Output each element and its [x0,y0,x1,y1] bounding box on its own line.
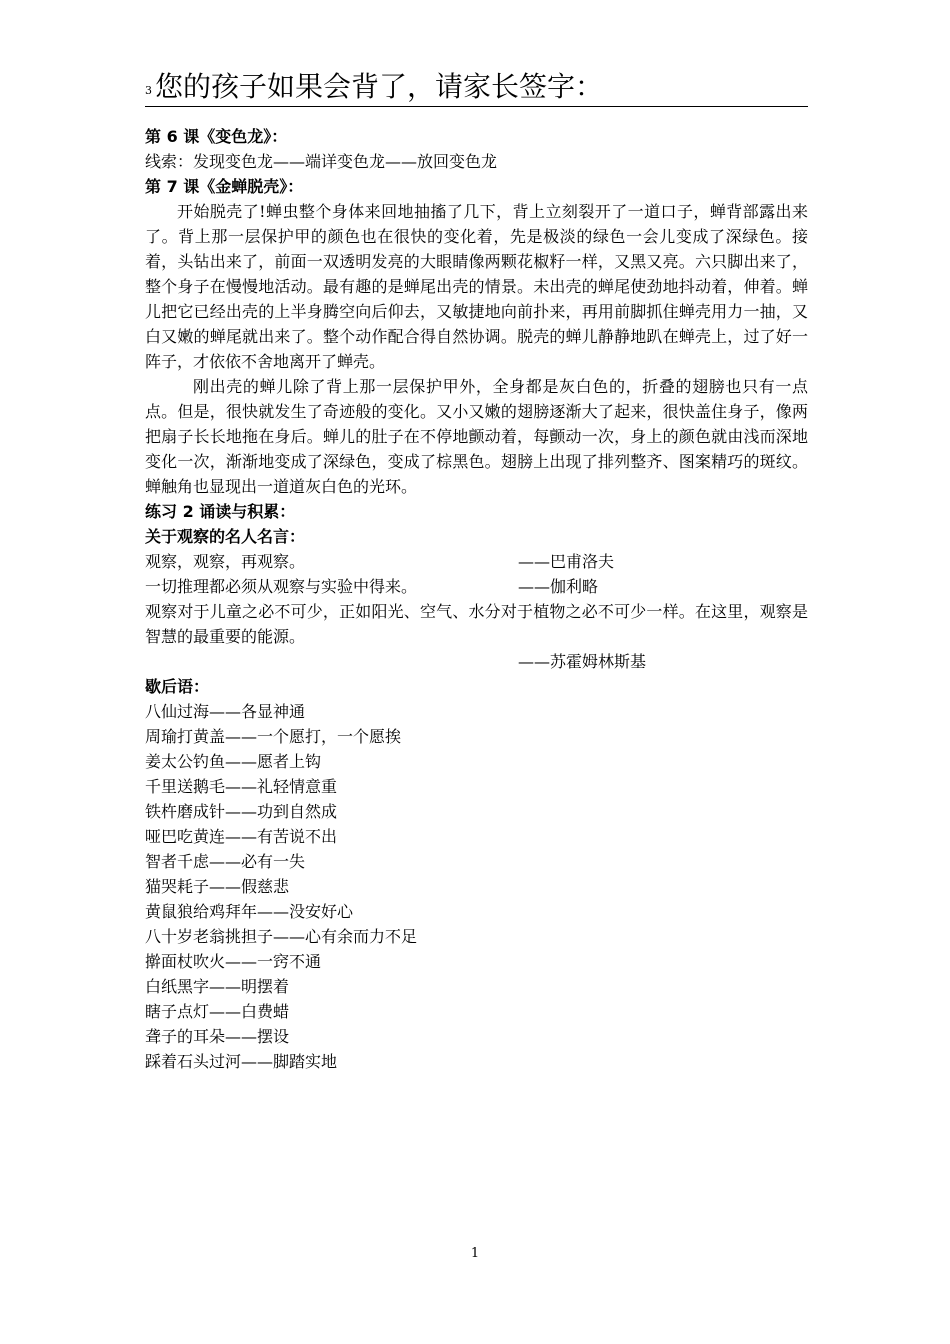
quote-1-author: ——巴甫洛夫 [518,552,615,571]
saying-item: 黄鼠狼给鸡拜年——没安好心 [145,902,354,921]
lesson7-paragraph-2: 刚出壳的蝉儿除了背上那一层保护甲外，全身都是灰白色的，折叠的翅膀也只有一点点。但是，很快就发生了奇迹般的变化。又小又嫩的翅膀逐渐大了起来，很快盖住身子，像两把扇子长长地拖在身后。蝉儿的肚子在不停地颤动着，每颤动一次，身上的颜色就由浅而深地变化一次，渐渐地变成了深绿色，变成了棕黑色。翅膀上出现了排列整齐、图案精巧的斑纹。蝉触角也显现出一道道灰白色的光环。 [145,377,808,496]
saying-item: 踩着石头过河——脚踏实地 [145,1052,338,1071]
quote-3-author-row [145,649,808,674]
exercise-title: 练习 2 诵读与积累： [145,502,296,521]
page-header [145,70,808,107]
page-number: 1 [470,1246,480,1261]
saying-item: 铁杵磨成针——功到自然成 [145,802,338,821]
quotes-title: 关于观察的名人名言： [145,527,306,546]
sayings-title: 歇后语： [145,677,210,696]
lesson7-title: 第 7 课《金蝉脱壳》： [145,177,304,196]
quote-3-author: ——苏霍姆林斯基 [518,652,647,671]
saying-item: 千里送鹅毛——礼轻情意重 [145,777,338,796]
header-number: 3 [145,84,152,97]
saying-item: 猫哭耗子——假慈悲 [145,877,290,896]
saying-item: 聋子的耳朵——摆设 [145,1027,290,1046]
saying-item: 周瑜打黄盖——一个愿打，一个愿挨 [145,727,402,746]
sayings-list [145,699,808,1074]
saying-item: 智者千虑——必有一失 [145,852,306,871]
lesson7-paragraph-1: 开始脱壳了!蝉虫整个身体来回地抽搐了几下，背上立刻裂开了一道口子，蝉背部露出来了。背上那一层保护甲的颜色也在很快的变化着，先是极淡的绿色一会儿变成了深绿色。接着，头钻出来了，前面一双透明发亮的大眼睛像两颗花椒籽一样，又黑又亮。六只脚出来了，整个身子在慢慢地活动。最有趣的是蝉尾出壳的情景。未出壳的蝉尾使劲地抖动着，伸着。蝉儿把它已经出壳的上半身腾空向后仰去，又敏捷地向前扑来，再用前脚抓住蝉壳用力一抽，又白又嫩的蝉尾就出来了。整个动作配合得自然协调。脱壳的蝉儿静静地趴在蝉壳上，过了好一阵子，才依依不舍地离开了蝉壳。 [145,202,808,371]
quote-1 [145,549,808,574]
lesson6-title: 第 6 课《变色龙》： [145,127,288,146]
saying-item: 姜太公钓鱼——愿者上钩 [145,752,322,771]
saying-item: 八仙过海——各显神通 [145,702,306,721]
saying-item: 擀面杖吹火——一窍不通 [145,952,322,971]
quote-2 [145,574,808,599]
quote-1-text: 观察，观察，再观察。 [145,552,306,571]
quote-3-text: 观察对于儿童之必不可少，正如阳光、空气、水分对于植物之必不可少一样。在这里，观察是智慧的最重要的能源。 [145,602,808,646]
quote-2-author: ——伽利略 [518,577,599,596]
lesson6-clue: 线索：发现变色龙——端详变色龙——放回变色龙 [145,152,498,171]
quote-2-text: 一切推理都必须从观察与实验中得来。 [145,577,418,596]
saying-item: 瞎子点灯——白费蜡 [145,1002,290,1021]
saying-item: 白纸黑字——明摆着 [145,977,290,996]
header-title: 您的孩子如果会背了，请家长签字： [155,70,604,103]
saying-item: 八十岁老翁挑担子——心有余而力不足 [145,927,418,946]
document-body [145,124,808,1074]
saying-item: 哑巴吃黄连——有苦说不出 [145,827,338,846]
